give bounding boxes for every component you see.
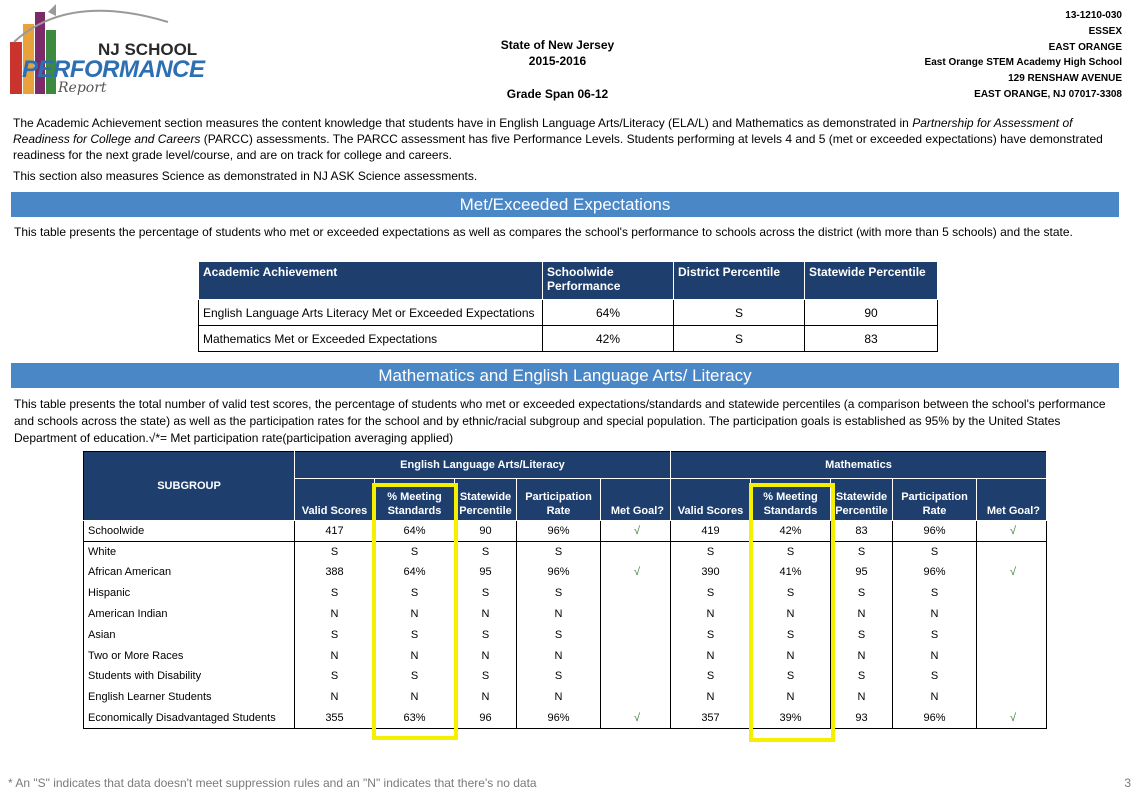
math-valid-scores: N [671, 604, 751, 625]
math-participation-rate: S [893, 583, 977, 604]
subgroup-name: Economically Disadvantaged Students [84, 708, 295, 729]
subgroup-name: Asian [84, 624, 295, 645]
ela-meeting-standards: 64% [375, 562, 455, 583]
ela-participation-rate: N [517, 687, 601, 708]
ela-participation-rate: 96% [517, 562, 601, 583]
table-row [84, 708, 1047, 729]
header-ela-participation-rate: Participation Rate [517, 479, 601, 521]
ela-statewide-percentile: N [455, 687, 517, 708]
math-valid-scores: S [671, 666, 751, 687]
ela-meeting-standards: 64% [375, 521, 455, 542]
county-name: ESSEX [1088, 25, 1122, 37]
header-math-valid-scores: Valid Scores [671, 479, 751, 521]
subgroup-name: English Learner Students [84, 687, 295, 708]
math-statewide-percentile: 93 [831, 708, 893, 729]
math-participation-rate: S [893, 624, 977, 645]
city-address: EAST ORANGE, NJ 07017-3308 [974, 88, 1122, 100]
ela-met-goal [601, 541, 671, 562]
subgroup-results-table [83, 451, 1047, 729]
header-ela-meeting-standards: % Meeting Standards [375, 479, 455, 521]
math-meeting-standards: S [751, 541, 831, 562]
statewide-percentile: 90 [805, 300, 938, 326]
subgroup-name: Hispanic [84, 583, 295, 604]
row-name: English Language Arts Literacy Met or Exceeded Expectations [199, 300, 543, 326]
row-name: Mathematics Met or Exceeded Expectations [199, 326, 543, 352]
district-percentile: S [674, 326, 805, 352]
ela-statewide-percentile: 90 [455, 521, 517, 542]
ela-meeting-standards: S [375, 583, 455, 604]
ela-statewide-percentile: S [455, 583, 517, 604]
math-participation-rate: 96% [893, 562, 977, 583]
subgroup-table-wrapper [83, 451, 1047, 729]
header-ela-group: English Language Arts/Literacy [295, 452, 671, 479]
table-row [84, 645, 1047, 666]
section1-description: This table presents the percentage of students who met or exceeded expectations as well as compares the school's performance to schools across the district (with more than 5 schools) and the state. [14, 225, 1073, 239]
math-meeting-standards: N [751, 645, 831, 666]
ela-met-goal: √ [601, 708, 671, 729]
ela-participation-rate: S [517, 583, 601, 604]
table-row [84, 624, 1047, 645]
math-participation-rate: 96% [893, 708, 977, 729]
math-met-goal [977, 604, 1047, 625]
school-name: East Orange STEM Academy High School [924, 57, 1122, 69]
ela-statewide-percentile: N [455, 645, 517, 666]
ela-statewide-percentile: S [455, 624, 517, 645]
math-participation-rate: N [893, 645, 977, 666]
school-year: 2015-2016 [528, 54, 587, 68]
ela-valid-scores: S [295, 624, 375, 645]
district-percentile: S [674, 300, 805, 326]
footnote: * An "S" indicates that data doesn't meet suppression rules and an "N" indicates that there's no data [8, 776, 537, 790]
header-schoolwide-performance: Schoolwide Performance [543, 262, 674, 300]
math-statewide-percentile: N [831, 645, 893, 666]
subgroup-name: Schoolwide [84, 521, 295, 542]
intro-text [13, 115, 1128, 184]
ela-statewide-percentile: 95 [455, 562, 517, 583]
grade-span: Grade Span 06-12 [506, 87, 609, 101]
table-row [84, 583, 1047, 604]
math-met-goal: √ [977, 562, 1047, 583]
ela-met-goal [601, 624, 671, 645]
ela-meeting-standards: S [375, 624, 455, 645]
logo-line-2: PERFORMANCE [22, 56, 205, 83]
math-meeting-standards: S [751, 583, 831, 604]
table-row [84, 666, 1047, 687]
ela-valid-scores: N [295, 645, 375, 666]
ela-meeting-standards: S [375, 541, 455, 562]
met-exceeded-table [198, 261, 938, 352]
ela-participation-rate: 96% [517, 521, 601, 542]
math-statewide-percentile: S [831, 624, 893, 645]
ela-valid-scores: S [295, 583, 375, 604]
ela-participation-rate: 96% [517, 708, 601, 729]
math-valid-scores: S [671, 541, 751, 562]
ela-participation-rate: S [517, 541, 601, 562]
ela-valid-scores: 388 [295, 562, 375, 583]
subgroup-name: Students with Disability [84, 666, 295, 687]
schoolwide-performance: 64% [543, 300, 674, 326]
math-participation-rate: 96% [893, 521, 977, 542]
ela-participation-rate: N [517, 645, 601, 666]
math-meeting-standards: S [751, 624, 831, 645]
section2-description: This table presents the total number of valid test scores, the percentage of students who met or exceeded expectations/standards and statewide percentiles (a comparison between the school's performance and schools across the state) as well as the participation rates for the school and by ethnic/racial subgroup and special population. The participation goals is established as 95% by the United States Department of education.√*= Met participation rate(participation averaging applied) [14, 397, 1106, 445]
ela-met-goal [601, 645, 671, 666]
ela-statewide-percentile: S [455, 666, 517, 687]
header-ela-valid-scores: Valid Scores [295, 479, 375, 521]
page-number: 3 [1124, 776, 1131, 790]
ela-meeting-standards: N [375, 604, 455, 625]
header-statewide-percentile: Statewide Percentile [805, 262, 938, 300]
report-header-center [455, 37, 660, 102]
math-met-goal [977, 645, 1047, 666]
math-meeting-standards: N [751, 604, 831, 625]
header-math-met-goal: Met Goal? [977, 479, 1047, 521]
ela-meeting-standards: N [375, 687, 455, 708]
ela-valid-scores: N [295, 687, 375, 708]
intro-paragraph-2: This section also measures Science as demonstrated in NJ ASK Science assessments. [13, 169, 478, 183]
header-ela-statewide-percentile: Statewide Percentile [455, 479, 517, 521]
ela-valid-scores: 417 [295, 521, 375, 542]
section-title-math-ela: Mathematics and English Language Arts/ Literacy [11, 363, 1119, 388]
math-statewide-percentile: S [831, 541, 893, 562]
math-statewide-percentile: 83 [831, 521, 893, 542]
math-valid-scores: N [671, 687, 751, 708]
math-participation-rate: N [893, 687, 977, 708]
math-statewide-percentile: S [831, 666, 893, 687]
math-meeting-standards: 41% [751, 562, 831, 583]
math-statewide-percentile: S [831, 583, 893, 604]
ela-valid-scores: S [295, 666, 375, 687]
ela-statewide-percentile: 96 [455, 708, 517, 729]
math-valid-scores: 357 [671, 708, 751, 729]
ela-met-goal: √ [601, 562, 671, 583]
header-ela-met-goal: Met Goal? [601, 479, 671, 521]
header-math-meeting-standards: % Meeting Standards [751, 479, 831, 521]
table-row [84, 562, 1047, 583]
math-valid-scores: S [671, 583, 751, 604]
table-row [84, 541, 1047, 562]
header-math-statewide-percentile: Statewide Percentile [831, 479, 893, 521]
math-met-goal [977, 583, 1047, 604]
section-title-met-exceeded: Met/Exceeded Expectations [11, 192, 1119, 217]
math-meeting-standards: S [751, 666, 831, 687]
math-valid-scores: S [671, 624, 751, 645]
subgroup-name: White [84, 541, 295, 562]
math-met-goal: √ [977, 521, 1047, 542]
math-participation-rate: S [893, 541, 977, 562]
ela-participation-rate: N [517, 604, 601, 625]
ela-met-goal [601, 583, 671, 604]
math-statewide-percentile: N [831, 604, 893, 625]
header-academic-achievement: Academic Achievement [199, 262, 543, 300]
table-row [84, 604, 1047, 625]
table-row [84, 521, 1047, 542]
ela-statewide-percentile: S [455, 541, 517, 562]
district-name: EAST ORANGE [1048, 41, 1122, 53]
math-met-goal [977, 624, 1047, 645]
math-meeting-standards: N [751, 687, 831, 708]
math-valid-scores: N [671, 645, 751, 666]
math-participation-rate: N [893, 604, 977, 625]
math-participation-rate: S [893, 666, 977, 687]
math-valid-scores: 390 [671, 562, 751, 583]
header-math-group: Mathematics [671, 452, 1047, 479]
table-row [199, 300, 938, 326]
schoolwide-performance: 42% [543, 326, 674, 352]
header-math-participation-rate: Participation Rate [893, 479, 977, 521]
ela-valid-scores: S [295, 541, 375, 562]
table-row [84, 687, 1047, 708]
ela-valid-scores: N [295, 604, 375, 625]
ela-met-goal [601, 604, 671, 625]
ela-meeting-standards: S [375, 666, 455, 687]
math-meeting-standards: 42% [751, 521, 831, 542]
nj-school-performance-logo [8, 2, 208, 100]
math-met-goal: √ [977, 708, 1047, 729]
math-meeting-standards: 39% [751, 708, 831, 729]
ela-met-goal [601, 687, 671, 708]
intro-paragraph-1: The Academic Achievement section measures the content knowledge that students have in English Language Arts/Literacy (ELA/L) and Mathematics as demonstrated in Partnership for Assessment of Readiness for College and Careers (PARCC) assessments. The PARCC assessment has five Performance Levels. Students performing at levels 4 and 5 (met or exceeded expectations) have demonstrated readiness for the next grade level/course, and are on track for college and careers. [13, 116, 1103, 162]
school-code: 13-1210-030 [1065, 10, 1122, 21]
ela-statewide-percentile: N [455, 604, 517, 625]
header-district-percentile: District Percentile [674, 262, 805, 300]
math-met-goal [977, 666, 1047, 687]
math-valid-scores: 419 [671, 521, 751, 542]
ela-valid-scores: 355 [295, 708, 375, 729]
ela-met-goal: √ [601, 521, 671, 542]
state-name: State of New Jersey [500, 38, 615, 52]
math-met-goal [977, 541, 1047, 562]
statewide-percentile: 83 [805, 326, 938, 352]
ela-meeting-standards: N [375, 645, 455, 666]
street-address: 129 RENSHAW AVENUE [1008, 73, 1122, 85]
math-met-goal [977, 687, 1047, 708]
math-statewide-percentile: N [831, 687, 893, 708]
ela-participation-rate: S [517, 666, 601, 687]
table-row [199, 326, 938, 352]
logo-line-1: NJ SCHOOL [98, 40, 198, 59]
ela-met-goal [601, 666, 671, 687]
logo-line-3: Report [58, 80, 107, 96]
math-statewide-percentile: 95 [831, 562, 893, 583]
subgroup-name: Two or More Races [84, 645, 295, 666]
header-subgroup: SUBGROUP [84, 452, 295, 521]
subgroup-name: African American [84, 562, 295, 583]
ela-meeting-standards: 63% [375, 708, 455, 729]
subgroup-name: American Indian [84, 604, 295, 625]
school-address-block [802, 8, 1122, 103]
ela-participation-rate: S [517, 624, 601, 645]
